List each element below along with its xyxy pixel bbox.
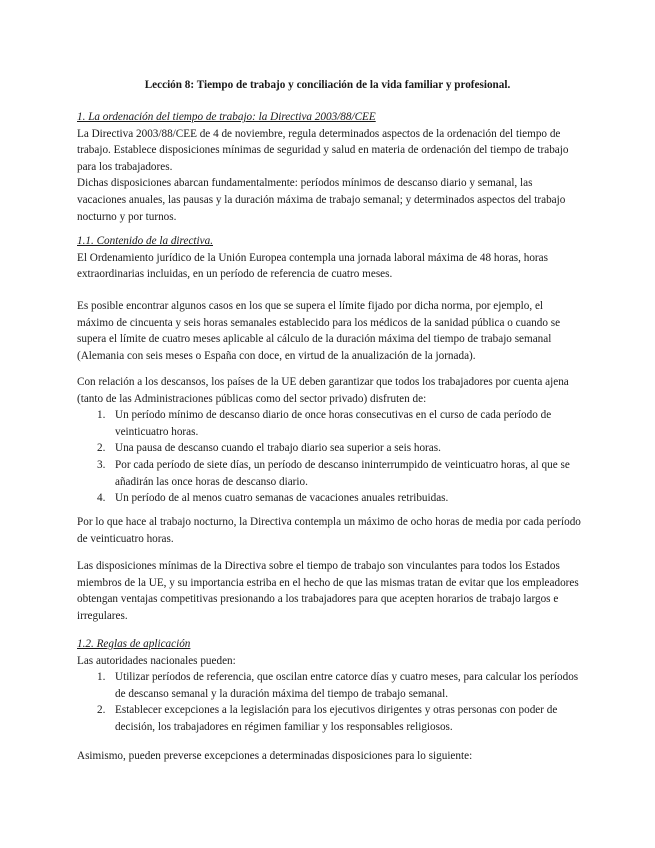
list-item-text: Establecer excepciones a la legislación para los ejecutivos dirigentes y otras personas con poder de decisión, los trabajadores en régimen familiar y los responsables religiosos. xyxy=(115,704,558,733)
list-item-text: Por cada período de siete días, un período de descanso ininterrumpido de veinticuatro horas, al que se añadirán las once horas de descanso diario. xyxy=(115,458,570,488)
section-1-1-paragraph-1: El Ordenamiento jurídico de la Unión Europea contempla una jornada laboral máxima de 48 horas, horas extraordinarias incluidas, en un período de referencia de cuatro meses. xyxy=(77,251,548,281)
section-1-paragraph-1: La Directiva 2003/88/CEE de 4 de noviembre, regula determinados aspectos de la ordenación del tiempo de trabajo. Establece disposiciones mínimas de seguridad y salud en materia de ordenación del tiempo de trabajo para los trabajadores. xyxy=(77,127,569,173)
rest-periods-list xyxy=(77,407,582,507)
list-item xyxy=(77,440,582,457)
list-item xyxy=(77,490,582,507)
section-1-1-paragraph-5: Las disposiciones mínimas de la Directiva sobre el tiempo de trabajo son vinculantes para todos los Estados miembros de la UE, y su importancia estriba en el hecho de que las mismas tratan de evitar que los empleadores obtengan ventajas competitivas presionando a los trabajadores para que acepten horarios de trabajo largos e irregulares. xyxy=(77,560,579,622)
section-1-1 xyxy=(77,233,582,283)
list-item-text: Un período mínimo de descanso diario de once horas consecutivas en el curso de cada período de veinticuatro horas. xyxy=(115,409,552,438)
section-1-1-rest-block xyxy=(77,374,582,507)
section-1-paragraph-2: Dichas disposiciones abarcan fundamentalmente: períodos mínimos de descanso diario y semanal, las vacaciones anuales, las pausas y la duración máxima de trabajo semanal; y determinados aspectos del trabajo nocturno y por turnos. xyxy=(77,177,566,223)
document-title: Lección 8: Tiempo de trabajo y conciliación de la vida familiar y profesional. xyxy=(144,79,511,91)
list-item-number: 2. xyxy=(97,442,106,455)
list-item-text: Una pausa de descanso cuando el trabajo diario sea superior a seis horas. xyxy=(115,442,441,455)
list-item-text: Un período de al menos cuatro semanas de vacaciones anuales retribuidas. xyxy=(115,492,449,505)
list-item-number: 3. xyxy=(97,458,106,471)
section-1-1-paragraph-3: Con relación a los descansos, los países de la UE deben garantizar que todos los trabajadores por cuenta ajena (tanto de las Administraciones públicas como del sector privado) disfruten de: xyxy=(77,376,569,405)
list-item-number: 4. xyxy=(97,492,106,505)
section-1-1-paragraph-2: Es posible encontrar algunos casos en los que se supera el límite fijado por dicha norma, por ejemplo, el máximo de cincuenta y seis horas semanales establecido para los médicos de la sanidad pública o cuando se supera el límite de cuatro meses aplicable al cálculo de la duración máxima del tiempo de trabajo semanal (Alemania con seis meses o España con doce, en virtud de la anualización de la jornada). xyxy=(77,300,561,362)
list-item xyxy=(77,457,582,490)
application-rules-list xyxy=(77,669,582,735)
list-item-number: 2. xyxy=(97,704,106,717)
section-1-heading: 1. La ordenación del tiempo de trabajo: la Directiva 2003/88/CEE xyxy=(77,111,376,123)
list-item xyxy=(77,669,582,702)
section-1-2 xyxy=(77,636,582,736)
section-1-1-heading: 1.1. Contenido de la directiva. xyxy=(77,235,213,247)
list-item xyxy=(77,407,582,440)
list-item-text: Utilizar períodos de referencia, que oscilan entre catorce días y cuatro meses, para calcular los períodos de descanso semanal y la duración máxima del tiempo de trabajo semanal. xyxy=(115,671,579,700)
list-item-number: 1. xyxy=(97,409,106,422)
section-1-1-paragraph-4: Por lo que hace al trabajo nocturno, la Directiva contempla un máximo de ocho horas de media por cada período de veinticuatro horas. xyxy=(77,516,581,545)
list-item xyxy=(77,702,582,735)
list-item-number: 1. xyxy=(97,671,106,684)
section-1-2-intro: Las autoridades nacionales pueden: xyxy=(77,654,236,667)
section-1-2-heading: 1.2. Reglas de aplicación xyxy=(77,638,191,650)
section-1-2-closing-paragraph: Asimismo, pueden preverse excepciones a determinadas disposiciones para lo siguiente: xyxy=(77,750,473,762)
section-1 xyxy=(77,109,582,225)
